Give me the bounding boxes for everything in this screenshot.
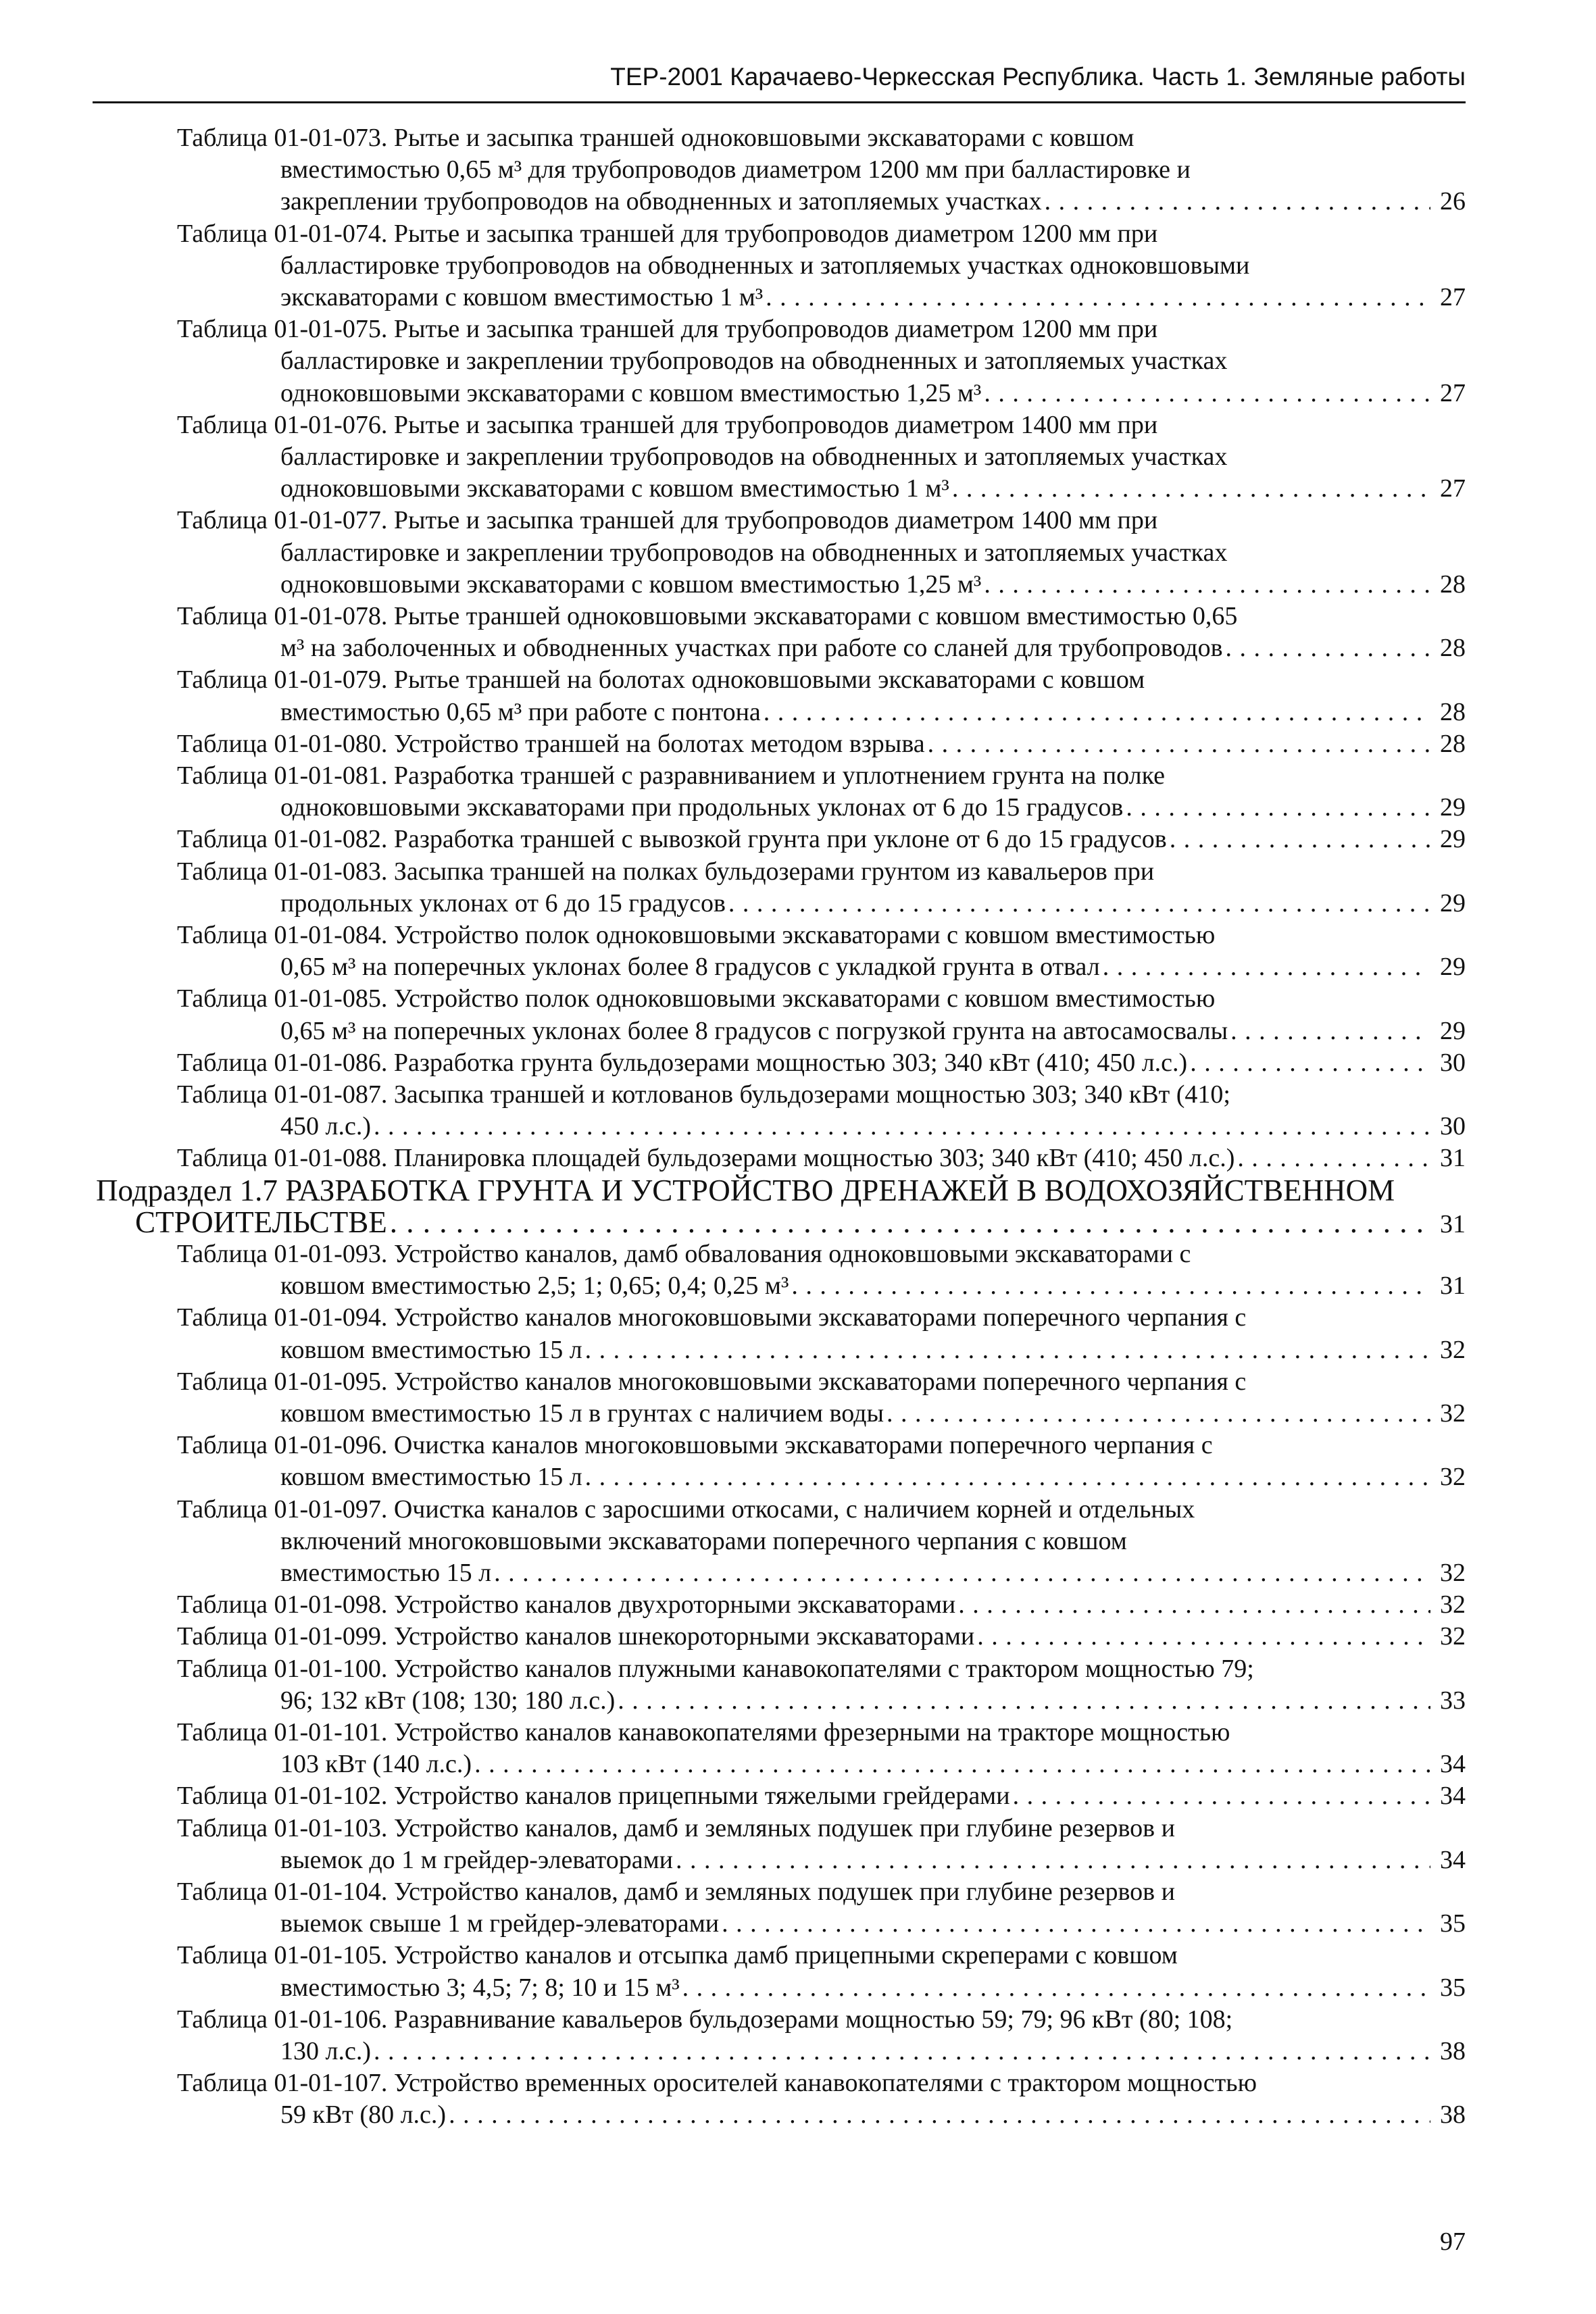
toc-entry-line: [280, 1684, 1466, 1717]
toc-entry-text: 450 л.с.): [280, 1112, 371, 1140]
dot-leader: [676, 1844, 1430, 1876]
toc-section-line: [96, 1174, 1466, 1207]
dot-leader: [728, 887, 1430, 920]
toc-entry-line: [177, 823, 1466, 855]
toc-page-number: 27: [1440, 474, 1466, 503]
toc-entry-text: одноковшовыми экскаваторами с ковшом вместимостью 1,25 м³: [280, 379, 982, 407]
toc-entry-text: Таблица 01-01-103. Устройство каналов, дамб и земляных подушек при глубине резервов и: [177, 1814, 1175, 1842]
toc-entry-text: Таблица 01-01-099. Устройство каналов шнекороторными экскаваторами: [177, 1622, 975, 1651]
toc-page-number: 28: [1440, 698, 1466, 726]
toc-page-number: 35: [1440, 1909, 1466, 1938]
toc-entry-line: [280, 1015, 1466, 1047]
toc-entry-line: [177, 1493, 1466, 1526]
toc-entry-text: Таблица 01-01-097. Очистка каналов с заросшими откосами, с наличием корней и отдельных: [177, 1495, 1195, 1524]
toc-entry-text: Таблица 01-01-094. Устройство каналов многоковшовыми экскаваторами поперечного черпания с: [177, 1303, 1247, 1332]
dot-leader: [1226, 632, 1430, 664]
toc-entry-line: [177, 1142, 1466, 1174]
toc-entry-text: закреплении трубопроводов на обводненных и затопляемых участках: [280, 187, 1042, 216]
toc-entry-text: ковшом вместимостью 2,5; 1; 0,65; 0,4; 0,25 м³: [280, 1272, 789, 1300]
toc-entry-line: [177, 1238, 1466, 1270]
dot-leader: [928, 728, 1430, 760]
toc-entry-line: [280, 1971, 1466, 2004]
toc-page-number: 34: [1440, 1782, 1466, 1810]
toc-entry-text: одноковшовыми экскаваторами с ковшом вместимостью 1 м³: [280, 474, 949, 503]
toc-entry-text: Таблица 01-01-081. Разработка траншей с разравниванием и уплотнением грунта на полке: [177, 761, 1166, 790]
toc-page-number: 32: [1440, 1590, 1466, 1619]
toc-entry-text: Таблица 01-01-078. Рытье траншей одноковшовыми экскаваторами с ковшом вместимостью 0,65: [177, 602, 1238, 630]
toc-entry-text: 0,65 м³ на поперечных уклонах более 8 градусов с укладкой грунта в отвал: [280, 953, 1100, 981]
toc-entry-line: [177, 1588, 1466, 1621]
toc-entry-line: [280, 1334, 1466, 1366]
toc-entry-text: ковшом вместимостью 15 л: [280, 1463, 582, 1491]
toc-entry-text: Таблица 01-01-085. Устройство полок одноковшовыми экскаваторами с ковшом вместимостью: [177, 984, 1216, 1013]
toc-entry-line: [280, 345, 1466, 377]
dot-leader: [449, 2098, 1430, 2131]
toc-entry-text: экскаваторами с ковшом вместимостью 1 м³: [280, 283, 764, 311]
dot-leader: [374, 1110, 1430, 1142]
toc-page-number: 32: [1440, 1559, 1466, 1587]
toc-entry-line: [280, 185, 1466, 218]
toc-entry-text: Таблица 01-01-104. Устройство каналов, дамб и земляных подушек при глубине резервов и: [177, 1878, 1175, 1906]
toc-entry-line: [177, 919, 1466, 951]
toc-entry-text: Таблица 01-01-084. Устройство полок одноковшовыми экскаваторами с ковшом вместимостью: [177, 921, 1216, 949]
toc-entry-line: [280, 472, 1466, 505]
toc-entry-text: вместимостью 15 л: [280, 1559, 492, 1587]
toc-entry-text: Таблица 01-01-098. Устройство каналов двухроторными экскаваторами: [177, 1590, 956, 1619]
dot-leader: [390, 1206, 1430, 1238]
toc-entry-line: [177, 409, 1466, 441]
toc-entry-text: Таблица 01-01-101. Устройство каналов канавокопателями фрезерными на тракторе мощностью: [177, 1718, 1230, 1746]
toc-page-number: 27: [1440, 379, 1466, 407]
toc-entry-text: ковшом вместимостью 15 л в грунтах с наличием воды: [280, 1399, 884, 1428]
toc-entry-line: [177, 855, 1466, 888]
toc-entry-text: Таблица 01-01-083. Засыпка траншей на полках бульдозерами грунтом из кавальеров при: [177, 857, 1155, 886]
dot-leader: [952, 472, 1430, 505]
toc-entry-text: Таблица 01-01-093. Устройство каналов, дамб обвалования одноковшовыми экскаваторами с: [177, 1240, 1191, 1268]
toc-entry-line: [177, 1653, 1466, 1685]
toc-entry-line: [280, 1557, 1466, 1589]
toc-entry-line: [177, 1301, 1466, 1334]
toc-entry-line: [177, 1812, 1466, 1844]
toc-page-number: 30: [1440, 1112, 1466, 1140]
dot-leader: [1103, 951, 1430, 983]
toc-entry-line: [280, 441, 1466, 473]
toc-page-number: 32: [1440, 1463, 1466, 1491]
toc-entry-text: Таблица 01-01-105. Устройство каналов и отсыпка дамб прицепными скреперами с ковшом: [177, 1941, 1178, 1969]
toc-entry-text: Таблица 01-01-080. Устройство траншей на болотах методом взрыва: [177, 730, 925, 758]
toc-page-number: 35: [1440, 1973, 1466, 2002]
dot-leader: [1190, 1047, 1430, 1079]
dot-leader: [977, 1620, 1430, 1653]
toc-entry-line: [280, 1461, 1466, 1493]
toc-page-number: 34: [1440, 1846, 1466, 1874]
toc-entry-line: [177, 1365, 1466, 1398]
toc-entry-line: [280, 568, 1466, 601]
toc-entry-line: [177, 600, 1466, 632]
page-number: 97: [1440, 2228, 1466, 2256]
toc-page-number: 31: [1440, 1144, 1466, 1172]
toc-page-number: 27: [1440, 283, 1466, 311]
toc-entry-text: балластировке трубопроводов на обводненных и затопляемых участках одноковшовыми: [280, 251, 1250, 280]
toc-entry-line: [280, 1110, 1466, 1142]
toc-entry-line: [177, 2067, 1466, 2099]
toc-entry-text: Таблица 01-01-102. Устройство каналов прицепными тяжелыми грейдерами: [177, 1782, 1010, 1810]
toc-entry-line: [280, 281, 1466, 313]
toc-entry-line: [177, 982, 1466, 1015]
toc-entry-text: выемок свыше 1 м грейдер-элеваторами: [280, 1909, 720, 1938]
dot-leader: [1045, 185, 1430, 218]
toc-entry-text: балластировке и закреплении трубопроводов на обводненных и затопляемых участках: [280, 347, 1228, 375]
dot-leader: [722, 1907, 1430, 1940]
toc-entry-line: [177, 1780, 1466, 1812]
toc-entry-line: [177, 2003, 1466, 2036]
dot-leader: [374, 2035, 1430, 2067]
toc-entry-text: м³ на заболоченных и обводненных участках при работе со сланей для трубопроводов: [280, 634, 1223, 662]
dot-leader: [618, 1684, 1430, 1717]
dot-leader: [1237, 1142, 1430, 1174]
toc-page-number: 28: [1440, 570, 1466, 599]
toc-page-number: 29: [1440, 889, 1466, 917]
toc-entry-line: [280, 249, 1466, 282]
toc-entry-text: вместимостью 3; 4,5; 7; 8; 10 и 15 м³: [280, 1973, 680, 2002]
dot-leader: [984, 377, 1430, 409]
toc-entry-line: [177, 1047, 1466, 1079]
dot-leader: [1126, 791, 1430, 824]
toc-entry-line: [177, 1939, 1466, 1971]
toc-page-number: 29: [1440, 953, 1466, 981]
dot-leader: [585, 1461, 1430, 1493]
toc-entry-line: [280, 1525, 1466, 1557]
toc-entry-line: [177, 1429, 1466, 1461]
toc-entry-line: [280, 951, 1466, 983]
dot-leader: [585, 1334, 1430, 1366]
toc-entry-text: Таблица 01-01-106. Разравнивание кавальеров бульдозерами мощностью 59; 79; 96 кВт (80; 108;: [177, 2005, 1233, 2034]
toc-page-number: 30: [1440, 1049, 1466, 1077]
toc-page-number: 32: [1440, 1399, 1466, 1428]
toc-entry-text: Таблица 01-01-076. Рытье и засыпка траншей для трубопроводов диаметром 1400 мм при: [177, 411, 1158, 439]
dot-leader: [1230, 1015, 1430, 1047]
toc-entry-text: Таблица 01-01-077. Рытье и засыпка траншей для трубопроводов диаметром 1400 мм при: [177, 506, 1158, 534]
dot-leader: [494, 1557, 1430, 1589]
toc-section-text: СТРОИТЕЛЬСТВЕ: [135, 1206, 387, 1238]
toc-entry-line: [177, 663, 1466, 696]
toc-entry-text: 96; 132 кВт (108; 130; 180 л.с.): [280, 1686, 616, 1715]
toc-entry-text: вместимостью 0,65 м³ при работе с понтона: [280, 698, 761, 726]
toc-entry-line: [280, 791, 1466, 824]
toc-entry-text: выемок до 1 м грейдер-элеваторами: [280, 1846, 674, 1874]
dot-leader: [791, 1269, 1430, 1302]
toc-page-number: 31: [1440, 1210, 1466, 1238]
toc-entry-text: ковшом вместимостью 15 л: [280, 1336, 582, 1364]
toc-entry-text: Таблица 01-01-086. Разработка грунта бульдозерами мощностью 303; 340 кВт (410; 450 л.с.): [177, 1049, 1188, 1077]
toc-entry-line: [177, 122, 1466, 154]
toc-page-number: 32: [1440, 1336, 1466, 1364]
toc-entry-line: [177, 1876, 1466, 1908]
dot-leader: [887, 1397, 1430, 1430]
toc-entry-text: одноковшовыми экскаваторами при продольных уклонах от 6 до 15 градусов: [280, 793, 1124, 822]
toc-entry-line: [280, 2098, 1466, 2131]
toc-entry-text: Таблица 01-01-096. Очистка каналов многоковшовыми экскаваторами поперечного черпания с: [177, 1431, 1213, 1459]
toc-page-number: 34: [1440, 1750, 1466, 1778]
toc-entry-text: 103 кВт (140 л.с.): [280, 1750, 472, 1778]
dot-leader: [682, 1971, 1430, 2004]
toc-entry-text: 0,65 м³ на поперечных уклонах более 8 градусов с погрузкой грунта на автосамосвалы: [280, 1017, 1228, 1045]
toc-entry-text: включений многоковшовыми экскаваторами поперечного черпания с ковшом: [280, 1527, 1127, 1555]
toc-section-text: Подраздел 1.7 РАЗРАБОТКА ГРУНТА И УСТРОЙСТВО ДРЕНАЖЕЙ В ВОДОХОЗЯЙСТВЕННОМ: [96, 1174, 1395, 1207]
toc-page-number: 32: [1440, 1622, 1466, 1651]
toc-page-number: 31: [1440, 1272, 1466, 1300]
dot-leader: [958, 1588, 1430, 1621]
toc-page-number: 29: [1440, 1017, 1466, 1045]
toc-entry-text: Таблица 01-01-088. Планировка площадей бульдозерами мощностью 303; 340 кВт (410; 450 л.с.): [177, 1144, 1235, 1172]
toc-entry-text: Таблица 01-01-095. Устройство каналов многоковшовыми экскаваторами поперечного черпания с: [177, 1367, 1247, 1396]
toc-entry-text: Таблица 01-01-082. Разработка траншей с вывозкой грунта при уклоне от 6 до 15 градусов: [177, 825, 1167, 853]
toc-entry-text: балластировке и закреплении трубопроводов на обводненных и затопляемых участках: [280, 538, 1228, 567]
toc-page-number: 28: [1440, 634, 1466, 662]
toc-page-number: 38: [1440, 2101, 1466, 2129]
toc-entry-line: [177, 1078, 1466, 1111]
toc-entry-line: [177, 504, 1466, 536]
running-header: ТЕР-2001 Карачаево-Черкесская Республика. Часть 1. Земляные работы: [610, 63, 1466, 91]
toc-entry-line: [280, 1907, 1466, 1940]
toc-entry-text: продольных уклонах от 6 до 15 градусов: [280, 889, 726, 917]
toc-entry-line: [280, 887, 1466, 920]
toc-page-number: 33: [1440, 1686, 1466, 1715]
toc-entry-line: [280, 1269, 1466, 1302]
dot-leader: [474, 1748, 1430, 1780]
toc-entry-line: [177, 728, 1466, 760]
toc-entry-text: Таблица 01-01-073. Рытье и засыпка траншей одноковшовыми экскаваторами с ковшом: [177, 124, 1134, 152]
toc-entry-text: вместимостью 0,65 м³ для трубопроводов диаметром 1200 мм при балластировке и: [280, 155, 1191, 184]
toc-entry-line: [177, 1716, 1466, 1749]
toc-entry-text: 59 кВт (80 л.с.): [280, 2101, 447, 2129]
toc-entry-line: [177, 1620, 1466, 1653]
toc-section-line: [135, 1206, 1466, 1238]
toc-entry-text: 130 л.с.): [280, 2037, 371, 2065]
toc-entry-line: [280, 377, 1466, 409]
toc-entry-line: [177, 218, 1466, 250]
toc-page-number: 26: [1440, 187, 1466, 216]
toc-entry-text: одноковшовыми экскаваторами с ковшом вместимостью 1,25 м³: [280, 570, 982, 599]
toc-page-number: 29: [1440, 825, 1466, 853]
dot-leader: [766, 281, 1430, 313]
toc-entry-text: Таблица 01-01-100. Устройство каналов плужными канавокопателями с трактором мощностью 79;: [177, 1655, 1254, 1683]
toc-entry-line: [280, 1748, 1466, 1780]
dot-leader: [764, 696, 1430, 728]
header-rule: [93, 101, 1466, 103]
dot-leader: [1170, 823, 1430, 855]
toc-entry-text: Таблица 01-01-075. Рытье и засыпка траншей для трубопроводов диаметром 1200 мм при: [177, 315, 1158, 343]
toc-entry-text: Таблица 01-01-107. Устройство временных оросителей канавокопателями с трактором мощностью: [177, 2069, 1257, 2097]
toc-entry-text: Таблица 01-01-087. Засыпка траншей и котлованов бульдозерами мощностью 303; 340 кВт (410;: [177, 1080, 1230, 1109]
toc-page-number: 38: [1440, 2037, 1466, 2065]
toc-entry-line: [177, 759, 1466, 792]
toc-entry-text: Таблица 01-01-074. Рытье и засыпка траншей для трубопроводов диаметром 1200 мм при: [177, 220, 1158, 248]
dot-leader: [1013, 1780, 1430, 1812]
toc-entry-line: [280, 1397, 1466, 1430]
toc-entry-line: [280, 696, 1466, 728]
toc-entry-text: балластировке и закреплении трубопроводов на обводненных и затопляемых участках: [280, 443, 1228, 471]
toc-entry-line: [280, 632, 1466, 664]
dot-leader: [984, 568, 1430, 601]
toc-page-number: 29: [1440, 793, 1466, 822]
toc-entry-line: [177, 313, 1466, 345]
toc-page-number: 28: [1440, 730, 1466, 758]
toc-entry-line: [280, 1844, 1466, 1876]
toc-entry-line: [280, 2035, 1466, 2067]
toc-entry-line: [280, 153, 1466, 186]
toc-entry-line: [280, 536, 1466, 569]
toc-entry-text: Таблица 01-01-079. Рытье траншей на болотах одноковшовыми экскаваторами с ковшом: [177, 665, 1145, 694]
